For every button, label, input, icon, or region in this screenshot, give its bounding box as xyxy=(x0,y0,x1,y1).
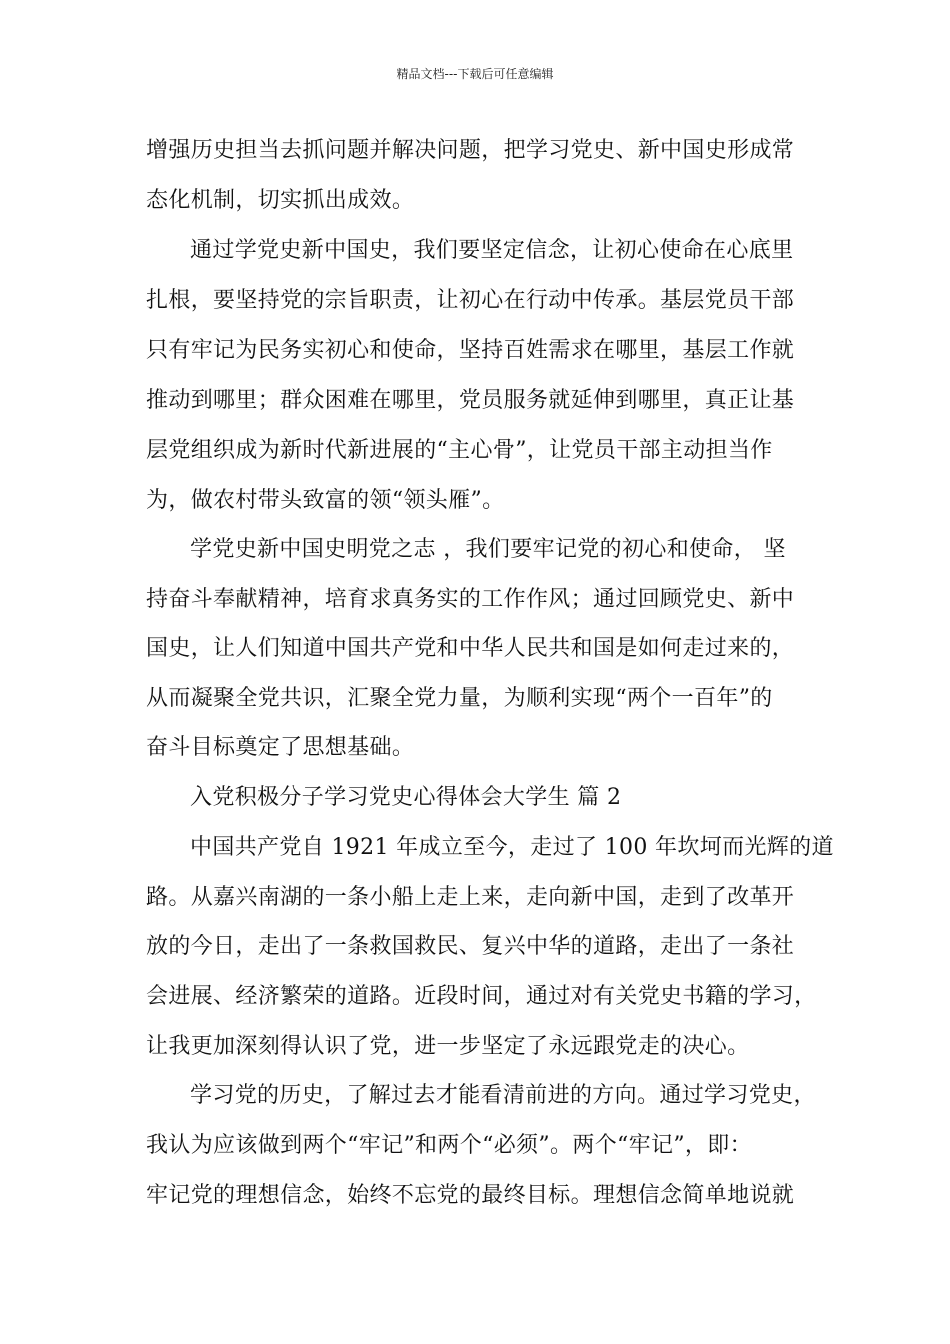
body-line: 我认为应该做到两个“牢记”和两个“必须”。两个“牢记”，即： xyxy=(146,1133,752,1158)
body-line: 层党组织成为新时代新进展的“主心骨”，让党员干部主动担当作 xyxy=(146,438,773,463)
body-line: 会进展、经济繁荣的道路。近段时间，通过对有关党史书籍的学习， xyxy=(146,984,817,1009)
body-line: 为，做农村带头致富的领“领头雁”。 xyxy=(146,488,505,513)
body-line: 国史，让人们知道中国共产党和中华人民共和国是如何走过来的， xyxy=(146,636,795,661)
body-line: 放的今日，走出了一条救国救民、复兴中华的道路，走出了一条社 xyxy=(146,934,795,959)
paragraph-first-line: 学党史新中国史明党之志 ，我们要牢记党的初心和使命， 坚 xyxy=(190,537,786,562)
section-heading: 入党积极分子学习党史心得体会大学生 篇 2 xyxy=(190,785,622,810)
body-line: 只有牢记为民务实初心和使命，坚持百姓需求在哪里，基层工作就 xyxy=(146,338,795,363)
paragraph-first-line: 中国共产党自 1921 年成立至今，走过了 100 年坎坷而光辉的道 xyxy=(190,835,834,860)
body-line: 让我更加深刻得认识了党，进一步坚定了永远跟党走的决心。 xyxy=(146,1034,750,1059)
body-line: 态化机制，切实抓出成效。 xyxy=(146,188,415,213)
body-line: 从而凝聚全党共识，汇聚全党力量，为顺利实现“两个一百年”的 xyxy=(146,686,773,711)
body-line: 增强历史担当去抓问题并解决问题，把学习党史、新中国史形成常 xyxy=(146,138,795,163)
body-line: 扎根，要坚持党的宗旨职责，让初心在行动中传承。基层党员干部 xyxy=(146,288,795,313)
body-line: 牢记党的理想信念，始终不忘党的最终目标。理想信念简单地说就 xyxy=(146,1183,795,1208)
body-line: 持奋斗奉献精神，培育求真务实的工作作风；通过回顾党史、新中 xyxy=(146,587,795,612)
body-line: 奋斗目标奠定了思想基础。 xyxy=(146,735,415,760)
page-header: 精品文档---下载后可任意编辑 xyxy=(396,67,554,81)
paragraph-first-line: 通过学党史新中国史，我们要坚定信念，让初心使命在心底里 xyxy=(190,238,794,263)
body-line: 推动到哪里；群众困难在哪里，党员服务就延伸到哪里，真正让基 xyxy=(146,388,795,413)
body-line: 路。从嘉兴南湖的一条小船上走上来，走向新中国，走到了改革开 xyxy=(146,885,795,910)
paragraph-first-line: 学习党的历史，了解过去才能看清前进的方向。通过学习党史， xyxy=(190,1083,816,1108)
